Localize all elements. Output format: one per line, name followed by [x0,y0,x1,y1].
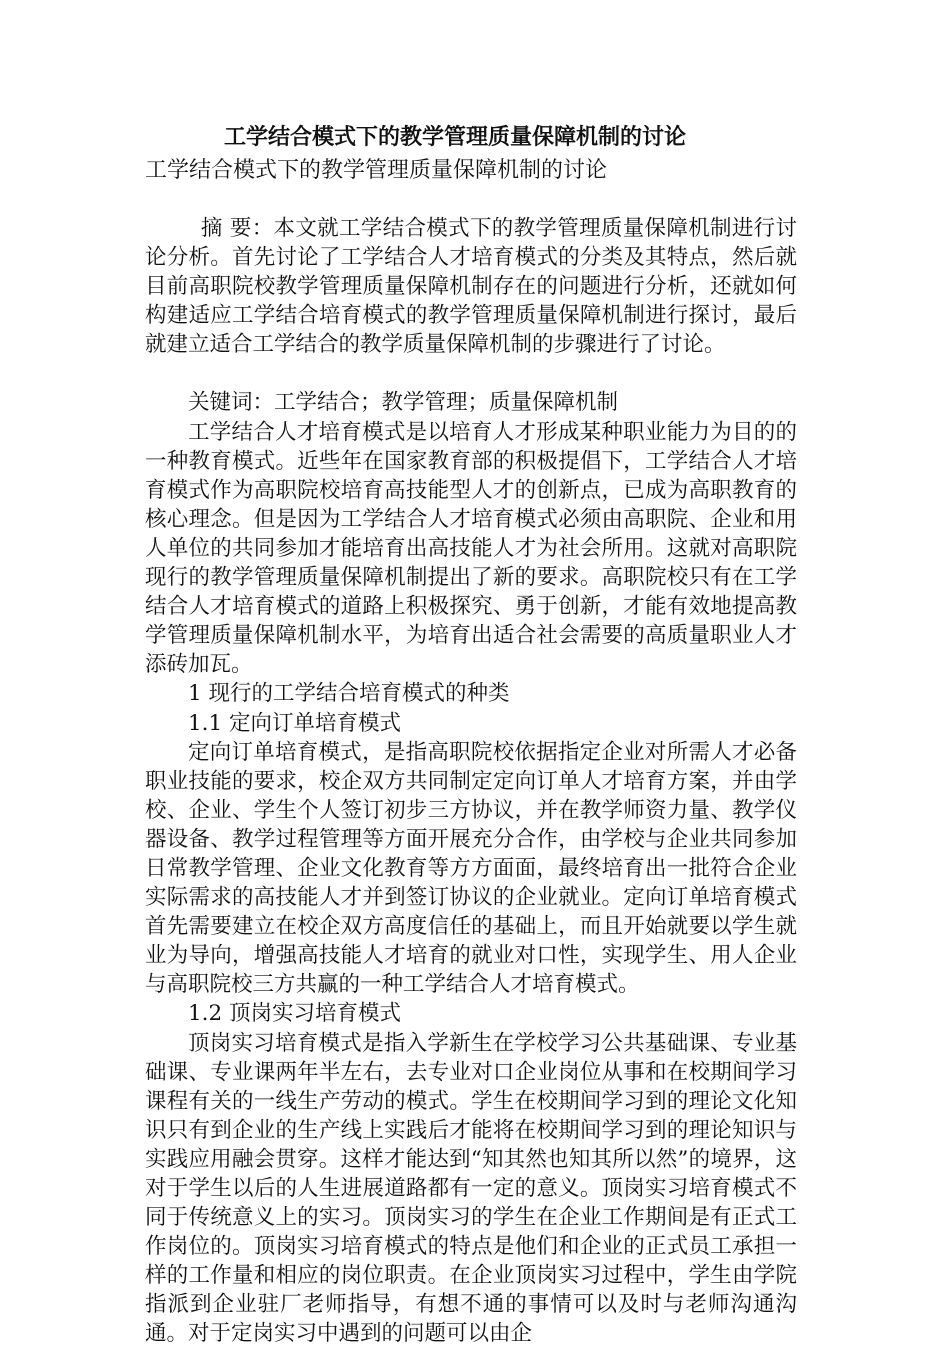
document-subtitle: 工学结合模式下的教学管理质量保障机制的讨论 [145,158,608,183]
document-title: 工学结合模式下的教学管理质量保障机制的讨论 [223,124,686,150]
section-heading-1-1: 1.1 定向订单培育模式 [188,710,402,736]
abstract-paragraph: 摘 要：本文就工学结合模式下的教学管理质量保障机制进行讨论分析。首先讨论了工学结合人才培育模式的分类及其特点，然后就目前高职院校教学管理质量保障机制存在的问题进行分析，还就如何构建适应工学结合培育模式的教学管理质量保障机制进行探讨，最后就建立适合工学结合的教学质量保障机制的步骤进行了讨论。 [145,216,797,358]
document-page [145,118,797,1349]
section-heading-1: 1 现行的工学结合培育模式的种类 [188,681,510,707]
intro-paragraph: 工学结合人才培育模式是以培育人才形成某种职业能力为目的的一种教育模式。近些年在国家教育部的积极提倡下，工学结合人才培育模式作为高职院校培育高技能型人才的创新点，已成为高职教育的核心理念。但是因为工学结合人才培育模式必须由高职院、企业和用人单位的共同参加才能培育出高技能人才为社会所用。这就对高职院现行的教学管理质量保障机制提出了新的要求。高职院校只有在工学结合人才培育模式的道路上积极探究、勇于创新，才能有效地提高教学管理质量保障机制水平，为培育出适合社会需要的高质量职业人才添砖加瓦。 [145,419,797,678]
keywords-line: 关键词：工学结合；教学管理；质量保障机制 [188,390,619,416]
section-heading-1-2: 1.2 顶岗实习培育模式 [188,1001,402,1027]
section-1-2-paragraph: 顶岗实习培育模式是指入学新生在学校学习公共基础课、专业基础课、专业课两年半左右，去专业对口企业岗位从事和在校期间学习课程有关的一线生产劳动的模式。学生在校期间学习到的理论文化知识只有到企业的生产线上实践后才能将在校期间学习到的理论知识与实践应用融会贯穿。这样才能达到“知其然也知其所以然”的境界，这对于学生以后的人生进展道路都有一定的意义。顶岗实习培育模式不同于传统意义上的实习。顶岗实习的学生在企业工作期间是有正式工作岗位的。顶岗实习培育模式的特点是他们和企业的正式员工承担一样的工作量和相应的岗位职责。在企业顶岗实习过程中，学生由学院指派到企业驻厂老师指导，有想不通的事情可以及时与老师沟通沟通。对于定岗实习中遇到的问题可以由企 [145,1030,797,1347]
section-1-1-paragraph: 定向订单培育模式，是指高职院校依据指定企业对所需人才必备职业技能的要求，校企双方共同制定定向订单人才培育方案，并由学校、企业、学生个人签订初步三方协议，并在教学师资力量、教学仪器设备、教学过程管理等方面开展充分合作，由学校与企业共同参加日常教学管理、企业文化教育等方方面面，最终培育出一批符合企业实际需求的高技能人才并到签订协议的企业就业。定向订单培育模式首先需要建立在校企双方高度信任的基础上，而且开始就要以学生就业为导向，增强高技能人才培育的就业对口性，实现学生、用人企业与高职院校三方共赢的一种工学结合人才培育模式。 [145,739,797,998]
